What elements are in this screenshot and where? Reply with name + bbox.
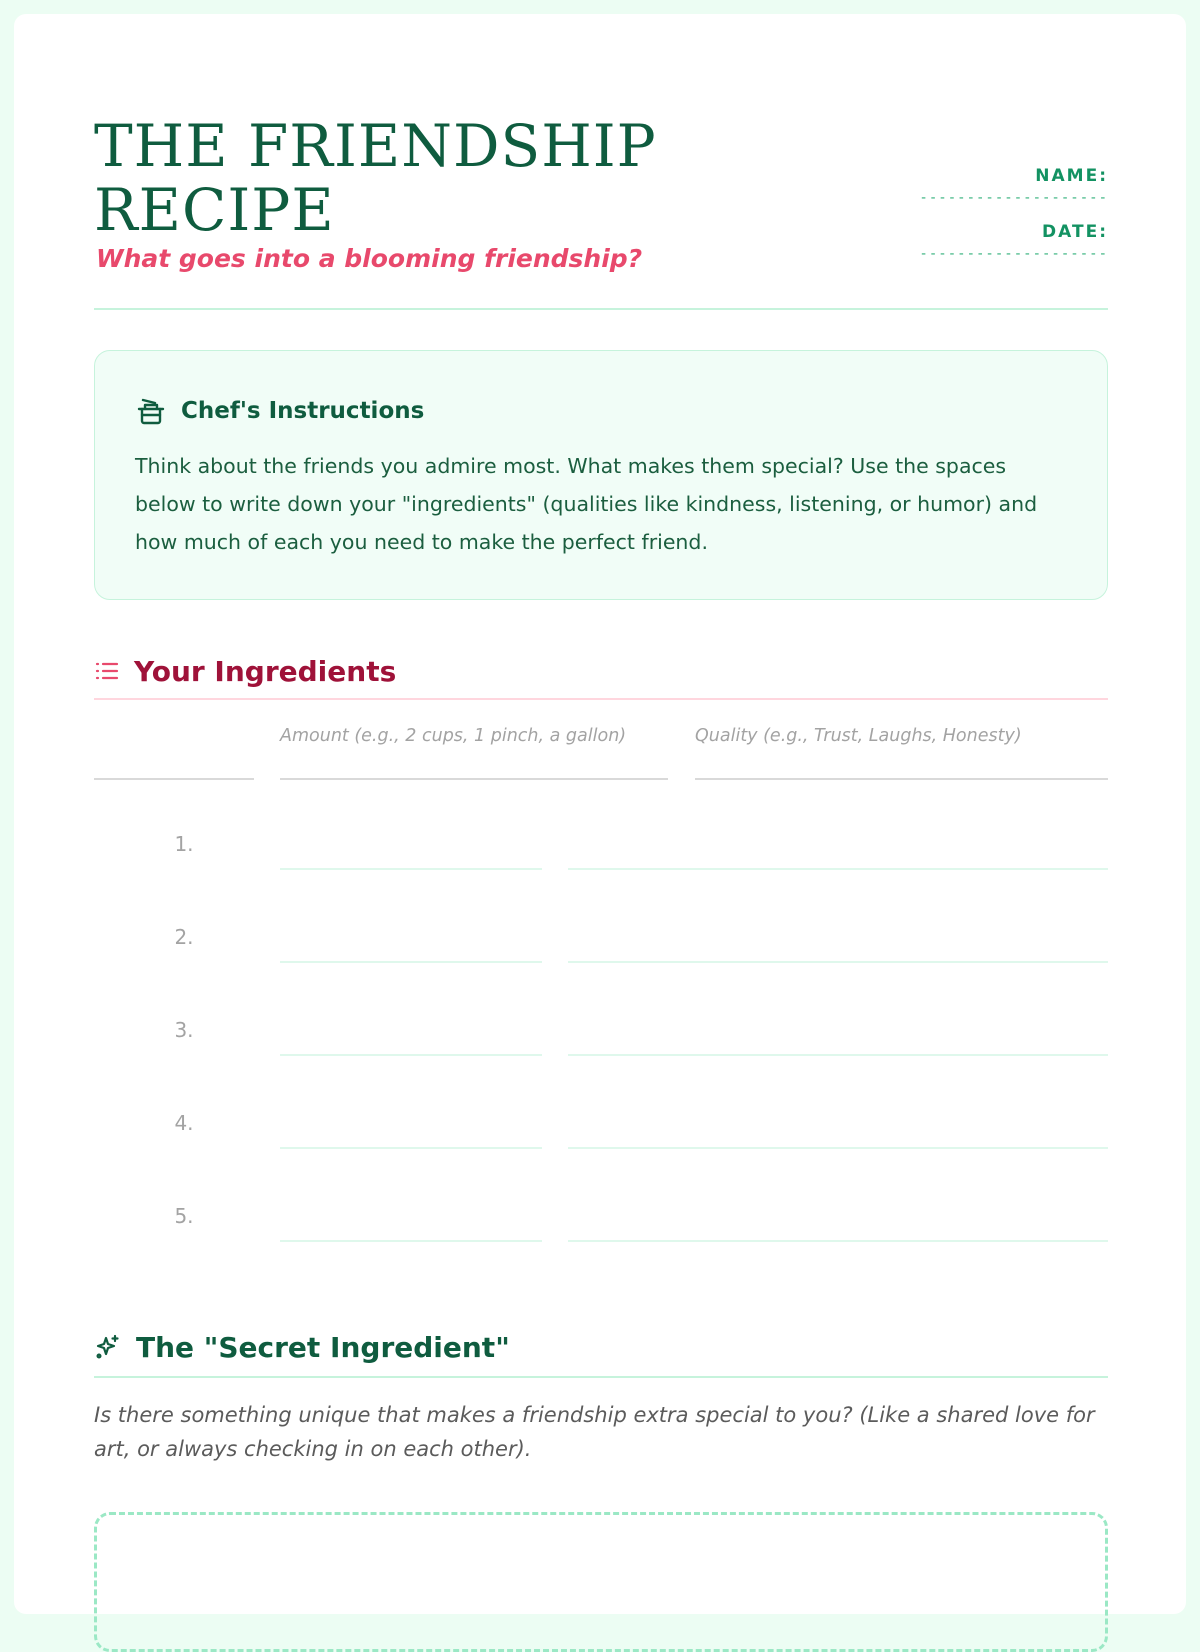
quality-input-line[interactable] <box>568 1147 1108 1149</box>
row-number: 4. <box>174 1111 194 1135</box>
name-date-block <box>868 164 1108 276</box>
quality-input-line[interactable] <box>568 868 1108 870</box>
worksheet-header <box>94 104 1108 310</box>
secret-section-header <box>94 1328 1108 1378</box>
instructions-card <box>94 350 1108 600</box>
secret-title: The "Secret Ingredient" <box>136 1330 510 1364</box>
quality-input-line[interactable] <box>568 1240 1108 1242</box>
ingredients-title: Your Ingredients <box>134 654 397 688</box>
instructions-header <box>135 391 1067 431</box>
worksheet-page <box>14 14 1186 1614</box>
secret-prompt: Is there something unique that makes a friendship extra special to you? (Like a shared love for art, or always checking in on each other). <box>94 1403 1095 1461</box>
instructions-text: Think about the friends you admire most. What makes them special? Use the spaces below to write down your "ingredients" (qualities like kindness, listening, or humor) and how much of each you need to make the perfect friend. <box>135 454 1038 554</box>
date-field[interactable]: -------------------- <box>919 246 1108 262</box>
row-number: 3. <box>174 1018 194 1042</box>
amount-input-line[interactable] <box>280 1147 542 1149</box>
sparkles-icon <box>94 1333 122 1361</box>
amount-input-line[interactable] <box>280 1240 542 1242</box>
quality-column-header: Quality (e.g., Trust, Laughs, Honesty) <box>695 720 1108 780</box>
list-icon <box>94 658 120 684</box>
row-number: 2. <box>174 925 194 949</box>
pot-icon <box>135 395 167 427</box>
amount-input-line[interactable] <box>280 961 542 963</box>
quality-input-line[interactable] <box>568 961 1108 963</box>
instructions-title: Chef's Instructions <box>181 398 425 424</box>
ingredients-section-header <box>94 654 1108 700</box>
name-field[interactable]: -------------------- <box>919 190 1108 206</box>
page-title: THE FRIENDSHIP RECIPE <box>94 112 657 244</box>
row-number: 1. <box>174 832 194 856</box>
date-label: DATE: <box>1042 222 1108 242</box>
number-column-header <box>94 720 254 780</box>
quality-input-line[interactable] <box>568 1054 1108 1056</box>
row-number: 5. <box>174 1204 194 1228</box>
name-label: NAME: <box>1035 166 1108 186</box>
amount-column-header: Amount (e.g., 2 cups, 1 pinch, a gallon) <box>280 720 668 780</box>
amount-input-line[interactable] <box>280 868 542 870</box>
page-subtitle: What goes into a blooming friendship? <box>96 244 643 273</box>
secret-answer-box[interactable] <box>94 1512 1108 1652</box>
amount-input-line[interactable] <box>280 1054 542 1056</box>
